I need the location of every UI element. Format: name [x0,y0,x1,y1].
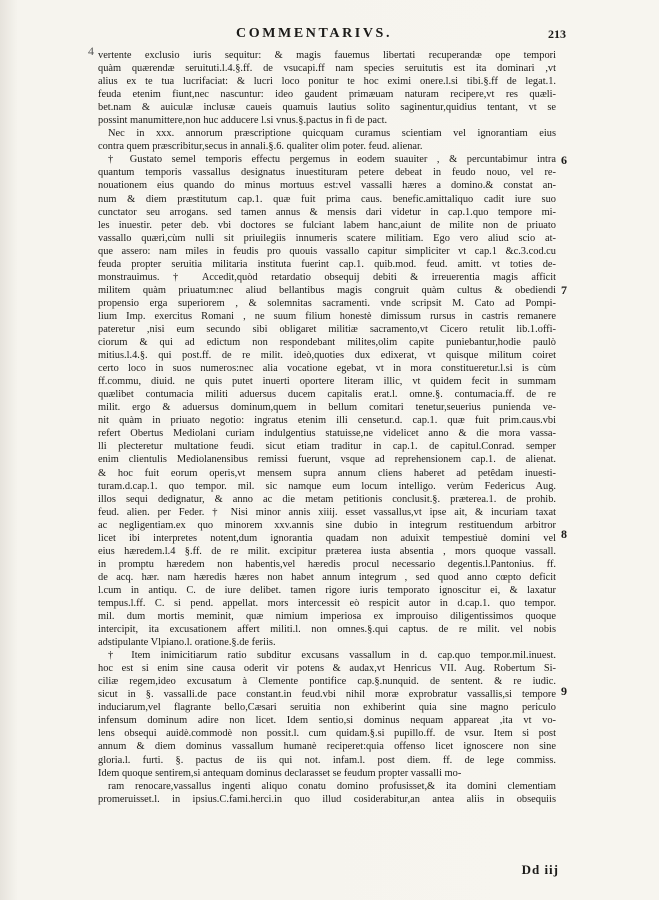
text-line: contra quem præscribitur,secus in annali.§.6. qualiter olim poter. feud. alienar. [98,141,423,153]
text-line: ciliæ regem,ideo excusatum à Clemente pontifice cap.§.nunquid. de sentent. & re iudic. [98,676,556,688]
text-line: enim clientulis Mediolanensibus remissi fuerunt, vsque ad reprehensionem cap.1. de alienat. [98,454,556,466]
text-line: bet.nam & auiculæ inclusæ caueis quamuis lautius solito saginentur,quidius tentant, vt se [98,102,556,114]
text-line: alius ex te tua lucrifaciat: & lucri loco ponitur te hoc eximi onere.l.si tibi.§.ff de legat.1. [98,76,556,88]
text-line: † Item inimicitiarum ratio subditur excusans vassallum in d. cap.quo tempor.mil.inuest. [108,650,556,662]
margin-note-number: 6 [561,153,567,167]
text-line: promeruisset.l. in ipsius.C.fami.herci.in quo illud cosiderabitur,an antea aliis in obsequiis [98,793,556,805]
text-line: intercipit, ita excusationem affert militi.l. non omnes.§.qui captus. de re milit. vel nobis [98,624,556,636]
text-line: milit. ergo & aduersus dominum,quem in bellum comitari tenetur,seuerius puniendа ve- [98,402,556,414]
text-line: lium Imp. exercitus Romani , ne suum filium honestè dimissum rursus in castris remanere [98,310,556,322]
text-line: monstrauimus. † Accedit,quòd retardatio obsequij debiti & irreuerentia magis afficit [98,271,556,283]
text-line: annum & diem dominus vassallum humanè reciperet:quia offenso licet ignoscere non sine [98,741,556,753]
margin-note-number: 8 [561,527,567,541]
text-line: vassallo quæri,cùm nulli sit priuilegiis innumeris scatere militiam. Ego vero aliud scio at- [98,232,556,244]
page-number: 213 [548,27,566,41]
text-line: de acq. hær. nam hæredis hæres non habet annum integrum , sed quod anno cœpto deficit [98,571,556,583]
text-line: que assero: nam miles in feudis pro quouis vassallo capitur simpliciter vt cap.1 &c.3.cod.cu [98,245,556,257]
text-line: eius hæredem.l.4 §.ff. de re milit. excipitur præterea iusta absentia , mors quoque vassall. [98,545,556,557]
text-line: lli plecteretur multatione feudi. sicut etiam traditur in cap.1. de capitul.Conrad. semper [98,441,556,453]
text-line: militem quàm priuatum:nec aliud bellantibus magis congruit quàm cultus & obediendi [98,284,556,296]
text-line: feud. alien. per Feder. † Nisi minor annis xiiij. esset vassallus,vt ipse ait, & incuriam taxat [98,506,556,518]
text-line: licet ibi interpretes notent,dum ignorantia quadam non aduixit tempestiuè domini vel [98,532,556,544]
text-line: propensio erga superiorem , & solemnitas sacramenti. vnde scripsit M. Cato ad Pompi- [98,297,556,309]
text-line: quàm quærendæ seruituti.l.4.§.ff. de vsucapi.ff nam species seruitutis est ita dominari ,vt [98,63,556,75]
text-line: certo loco in suos numeros:nec alia vocatione egebat, vt in mora constitueretur.l.si is cùm [98,363,556,375]
text-line: † Gustato semel temporis effectu pergemus in eodem suauiter , & percuntabimur intra [108,154,556,166]
text-line: possint manumittere,non huc adducere l.si vnus.§.pactus in fi de pact. [98,115,388,127]
text-line: cunctator seu arrogans. sed tamen annus & mensis dari videtur in cap.1.quo tempore mi- [98,206,556,218]
text-line: ff.commu, diuid. ne quis putet inuerti oportere literam illic, vt quidem fecit in summam [98,376,556,388]
page-header [86,26,566,46]
text-line: les inuestir. peter deb. vbi doctores se fulciant labem hanc,aiunt de milite non de priuato [98,219,556,231]
text-line: quælibet contumacia militi aduersus ducem capitalis erat.l. omne.§. contumacia.ff. de re [98,389,556,401]
text-line: hoc est si enim sine causa oderit vir potens & audax,vt Henricus VII. Aug. Robertum Si- [98,663,556,675]
text-line: tempus.l.ff. C. si pend. appellat. mors intercessit eò respicit autor in d.cap.1. quo tempor. [98,597,556,609]
text-line: gloria.l. furti. §. pactus de iis qui not. infam.l. post diem. ff. de lege commiss. [98,754,556,766]
margin-note-number: 7 [561,283,567,297]
text-line: ac negligentiam.ex quo minorem xxv.annis sine dubio in integrum restituendum arbitror [98,519,556,531]
text-line: infensum dominum adire non licet. Idem sentio,si dominus nequam appareat ,ita vt vo- [98,715,556,727]
text-line: ciorum & qui ad edictum non respondebant milites,olim capite puniebantur,hodie paulò [98,337,556,349]
text-line: sicut in §. vassalli.de pace constant.in feud.vbi nihil moræ exprobratur vassallis,si tempore [98,689,556,701]
text-line: mitius.l.4.§. qui post.ff. de re milit. ideò,quoties dux edixerat, vt quisque militum coiret [98,350,556,362]
text-line: nit quàm in priuato negotio: ingratus etenim illi censetur.d. cap.1. quæ fuit prim.caus.vbi [98,415,556,427]
text-line: quantum temporis vassallus designatus inuestituram petere debeat in feudo nouo, vel re- [98,167,556,179]
signature-mark: Dd iij [521,862,559,877]
text-line: num & diem præstitutum cap.1. quæ fuit prima caus. benefic.amittaliquo cadit iure suo [98,193,556,205]
text-line: in promptu hæredem non habentis,vel hæredis procul necessario degentis.l.Pantonius. ff. [98,558,556,570]
text-line: turam.d.cap.1. quo tempor. mil. sic namque eum locum intelligo. verùm Federicus Aug. [98,480,556,492]
body-text [98,49,556,806]
text-line: adstipulante Vlpiano.l. oratione.§.de feriis. [98,637,276,649]
text-line: & hoc fuit eorum operis,vt mensem supra annum cliens haberet ad petêdam inuesti- [98,467,556,479]
text-line: nouationem eius quando do minus mortuus est:vel vassalli hæres a domino.& constat an- [98,180,556,192]
text-line: illos sequi dedignatur, & anno ac die metam petitionis conclusit.§. præterea.1. de prohib. [98,493,556,505]
text-line: mil. dum mortis meminit, quæ nimium imperiosa ex improuiso diligentissimos quoque [98,611,556,623]
running-head: COMMENTARIVS. [236,26,393,41]
margin-note-number: 9 [561,684,567,698]
text-line: vertente exclusio iuris sequitur: & magis fauemus libertati recuperandæ ope tempori [98,50,556,61]
text-line: refert Obertus Mediolani curiam indulgentius statuisse,ne videlicet anno & die mora vassa- [98,428,556,440]
text-line: Idem quoque sentirem,si antequam dominus declarasset se feudum propter vassalli mo- [98,767,462,779]
text-line: feuda propter seruitia militaria instituta fuerint cap.1. quib.mod. feud. amitt. vt toties de- [98,258,556,270]
text-line: pateretur ,nisi eum secundo sibi obligaret militiæ sacramento,vt Cicero retulit lib.1.offi- [98,323,556,335]
text-line: ram renocare,vassallus ingenti aliquo conatu domino profusisset,& ita domini clementiam [108,780,556,792]
text-line: l.cum in antiqu. C. de iure delibet. tamen rigore iuris temporato ignoscitur ei, & laxatur [98,584,556,596]
text-line: Nec in xxx. annorum præscriptione quicquam curamus scientiam vel ignorantiam eius [108,128,556,140]
text-line: lens obsequi auidè.commodè non possit.l. cum quidam.§.si pupillo.ff. de vsur. Item si post [98,728,556,740]
margin-mark: 4 [88,44,94,58]
text-line: feuda etenim fiunt,nec nascuntur: ideo gaudent primæuam naturam recipere,vt res quæli- [98,89,556,101]
text-line: induciarum,vel flagrante bello,Cæsari seruitia non exhiberint quia sine magno periculo [98,702,556,714]
